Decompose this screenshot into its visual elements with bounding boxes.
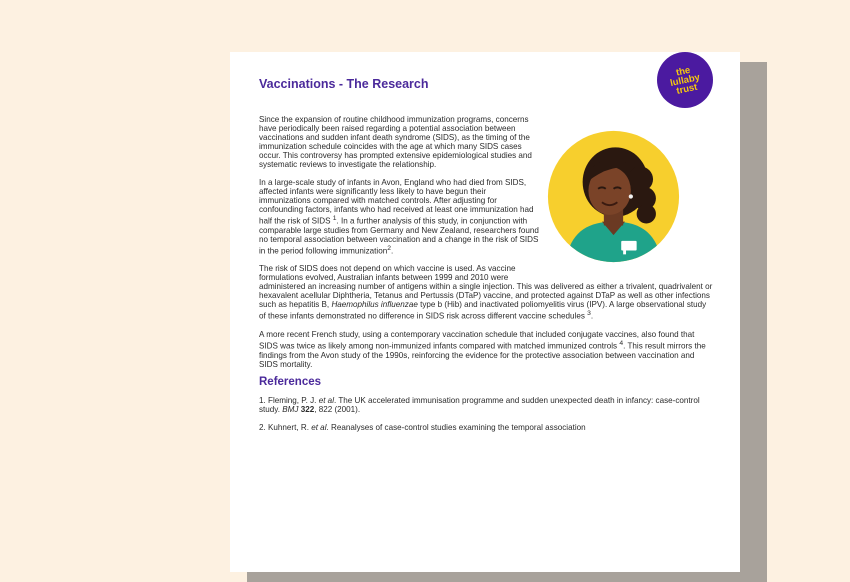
ref-1-volume: 322 <box>300 404 315 414</box>
reference-2 <box>259 423 714 432</box>
paragraph-2-text-a: In a large-scale study of infants in Avon, England who had died from SIDS, affected infants were significantly less likely to have begun their immunizations compared with matched controls. After adjusting for confounding factors, infants who had received at least one immunization had half the risk of SIDS <box>259 178 534 226</box>
ref-2-authors: 2. Kuhnert, R. <box>259 422 312 432</box>
reference-1 <box>259 396 714 414</box>
paragraph-2-text-c: . <box>391 246 394 256</box>
citation-3: 3 <box>587 310 591 318</box>
logo-text: the lullaby trust <box>669 64 701 97</box>
ref-1-authors: 1. Fleming, P. J. <box>259 395 319 405</box>
paragraph-2-text-b: . In a further analysis of this study, in conjunction with comparable large studies from Germany and New Zealand, researchers found no temporal association between vaccination and a change in the risk of SIDS in the period following immunization <box>259 216 539 256</box>
ref-2-etal: et al <box>311 422 327 432</box>
citation-4: 4 <box>619 340 624 348</box>
document-page <box>230 52 740 572</box>
paragraph-4 <box>259 330 714 369</box>
ref-1-etal: et al <box>318 395 334 405</box>
lullaby-trust-logo <box>657 52 713 108</box>
species-name: Haemophilus influenzae <box>331 300 418 310</box>
paragraph-4-text-b: . This result mirrors the findings from the Avon study of the 1990s, reinforcing the evidence for the protective association between vaccination and SIDS mortality. <box>259 341 706 369</box>
paragraph-3-text-a: The risk of SIDS does not depend on which vaccine is used. As vaccine formulations evolved, Australian infants between 1999 and 2010 were administered an increasing number of antigens within a single injection. This was delivered as either a trivalent, quadrivalent or hexavalent acellular Diphtheria, Tetanus and Pertussis (DTaP) vaccine, and protected against DTaP as well as other infections such as hepatitis B, <box>259 264 713 310</box>
portrait-spacer <box>539 115 714 275</box>
ref-2-title: . Reanalyses of case-control studies examining the temporal association <box>326 422 586 432</box>
paragraph-3-text-c: . <box>590 312 594 322</box>
paragraph-4-text-a: A more recent French study, using a contemporary vaccination schedule that included conjugate vaccines, also found that SIDS was twice as likely among non-immunized infants compared with matched immunized controls <box>259 330 695 351</box>
ref-1-pages: , 822 (2001). <box>314 404 361 414</box>
references-heading: References <box>259 375 322 388</box>
ref-1-title: . The UK accelerated immunisation programme and sudden unexpected death in infancy: case-control study. <box>259 395 700 414</box>
ref-1-journal: BMJ <box>282 404 299 414</box>
paragraph-3-text-b: type b (Hib) and inactivated poliomyelitis virus (IPV). A large observational study of these infants demonstrated no difference in SIDS risk across different vaccine schedules <box>259 300 707 322</box>
citation-2: 2 <box>387 244 391 252</box>
article-body <box>259 115 714 441</box>
paragraph-1-text: Since the expansion of routine childhood immunization programs, concerns have periodically been raised regarding a potential association between vaccinations and sudden infant death syndrome (SIDS), as the timing of the immunization schedule coincides with the age at which many SIDS cases occur. This controversy has prompted extensive epidemiological studies and systematic reviews to investigate the relationship. <box>259 115 532 169</box>
page-title: Vaccinations - The Research <box>259 77 429 91</box>
citation-1: 1 <box>332 215 337 222</box>
